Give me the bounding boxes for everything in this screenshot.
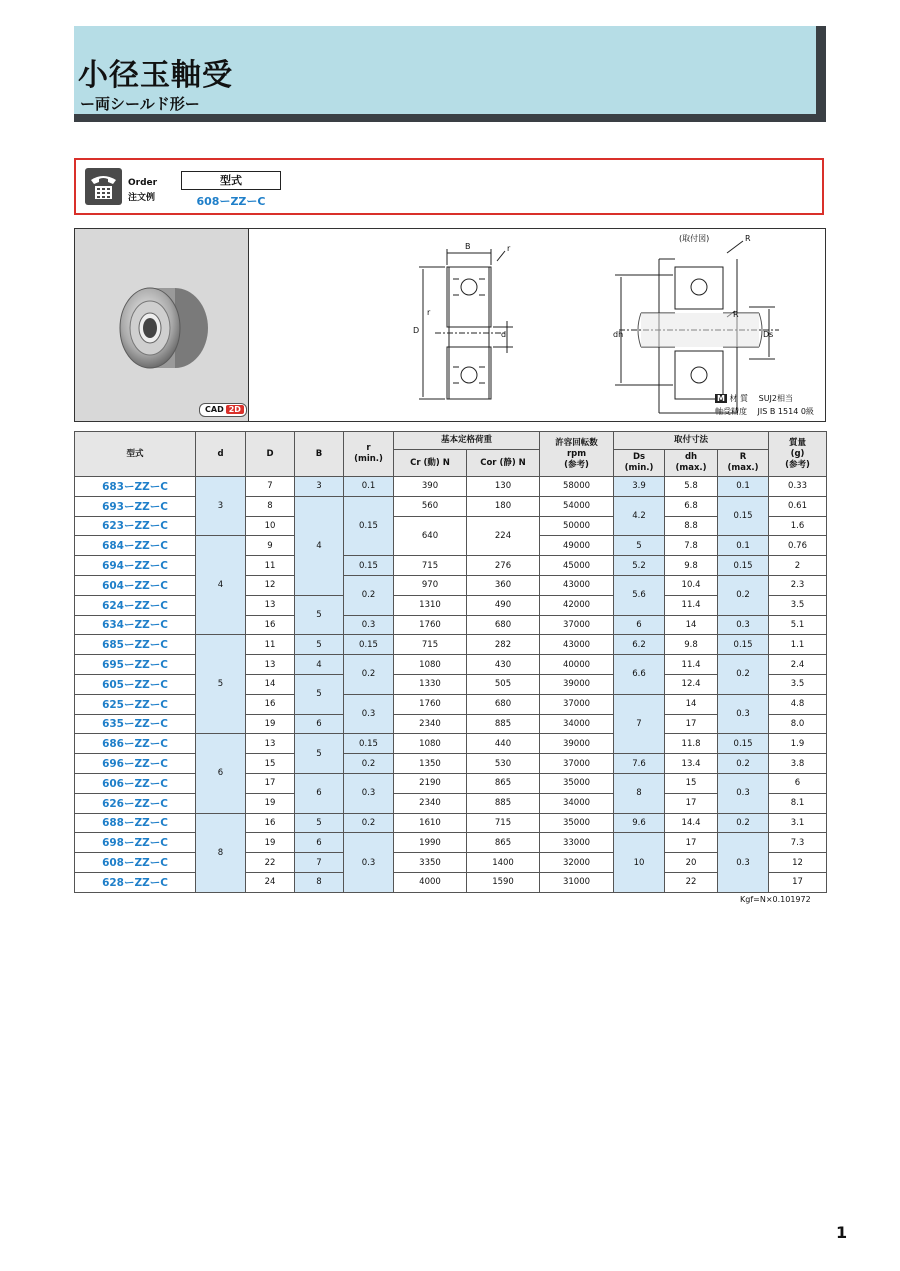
dim-Ds-label: Ds xyxy=(763,330,774,339)
cell-rpm: 42000 xyxy=(540,595,614,615)
cell-D: 13 xyxy=(246,655,295,675)
cell-R: 0.15 xyxy=(718,635,769,655)
material-note xyxy=(715,393,793,404)
cell-cr: 3350 xyxy=(394,853,467,873)
cell-cr: 1330 xyxy=(394,674,467,694)
footnote: Kgf=N×0.101972 xyxy=(740,895,811,904)
cell-model[interactable]: 626ーZZーC xyxy=(75,793,196,813)
cell-R: 0.15 xyxy=(718,734,769,754)
cell-model[interactable]: 696ーZZーC xyxy=(75,754,196,774)
cell-R: 0.1 xyxy=(718,477,769,497)
cell-cr: 1610 xyxy=(394,813,467,833)
cell-r: 0.15 xyxy=(344,734,394,754)
cell-D: 16 xyxy=(246,694,295,714)
col-B: B xyxy=(295,432,344,477)
cell-cr: 2340 xyxy=(394,714,467,734)
dim-r2-label: r xyxy=(427,308,431,317)
cell-rpm: 54000 xyxy=(540,496,614,516)
table-row xyxy=(75,575,827,595)
cell-D: 13 xyxy=(246,595,295,615)
cell-ds: 3.9 xyxy=(614,477,665,497)
col-speed-unit: rpm xyxy=(566,448,587,459)
col-Rmax-label: R xyxy=(739,452,747,462)
cell-B: 6 xyxy=(295,773,344,813)
cell-B: 4 xyxy=(295,496,344,595)
banner-shadow-bottom xyxy=(74,114,826,122)
cell-mass: 2.3 xyxy=(769,575,827,595)
cell-B: 5 xyxy=(295,813,344,833)
col-r xyxy=(344,432,394,477)
cell-mass: 1.6 xyxy=(769,516,827,536)
cell-cor: 865 xyxy=(467,773,540,793)
table-row xyxy=(75,496,827,516)
cell-B: 7 xyxy=(295,853,344,873)
cell-cor: 885 xyxy=(467,793,540,813)
table-row xyxy=(75,793,827,813)
cell-cor: 1590 xyxy=(467,872,540,892)
cell-B: 5 xyxy=(295,635,344,655)
cell-rpm: 39000 xyxy=(540,674,614,694)
table-row xyxy=(75,853,827,873)
cell-mass: 0.33 xyxy=(769,477,827,497)
cell-rpm: 58000 xyxy=(540,477,614,497)
cell-B: 4 xyxy=(295,655,344,675)
cell-B: 5 xyxy=(295,674,344,714)
cell-model[interactable]: 623ーZZーC xyxy=(75,516,196,536)
cell-dh: 14.4 xyxy=(665,813,718,833)
cell-ds: 5 xyxy=(614,536,665,556)
cell-r: 0.2 xyxy=(344,575,394,615)
cell-ds: 6 xyxy=(614,615,665,635)
cell-mass: 3.5 xyxy=(769,595,827,615)
cell-cor: 180 xyxy=(467,496,540,516)
table-row xyxy=(75,477,827,497)
dim-R2-label: R xyxy=(733,310,739,319)
cell-cr: 1760 xyxy=(394,615,467,635)
cell-r: 0.3 xyxy=(344,833,394,892)
dim-r-label: r xyxy=(507,244,511,253)
cell-cr: 715 xyxy=(394,556,467,576)
cell-D: 13 xyxy=(246,734,295,754)
cell-rpm: 49000 xyxy=(540,536,614,556)
material-icon: M xyxy=(717,394,725,403)
cell-ds: 4.2 xyxy=(614,496,665,536)
cell-D: 11 xyxy=(246,556,295,576)
table-row xyxy=(75,615,827,635)
cell-ds: 8 xyxy=(614,773,665,813)
cell-model[interactable]: 683ーZZーC xyxy=(75,477,196,497)
col-cr: Cr (動) N xyxy=(394,450,467,477)
cell-model[interactable]: 606ーZZーC xyxy=(75,773,196,793)
cell-R: 0.3 xyxy=(718,773,769,813)
cell-rpm: 33000 xyxy=(540,833,614,853)
dim-D-label: D xyxy=(413,326,420,335)
cell-cr: 970 xyxy=(394,575,467,595)
cell-model[interactable]: 695ーZZーC xyxy=(75,655,196,675)
cell-dh: 9.8 xyxy=(665,556,718,576)
cell-cr: 1310 xyxy=(394,595,467,615)
cell-cor: 430 xyxy=(467,655,540,675)
page-title: 小径玉軸受 xyxy=(78,58,233,93)
page-number: 1 xyxy=(836,1223,848,1242)
cell-mass: 6 xyxy=(769,773,827,793)
order-label-en: Order xyxy=(128,178,158,188)
cell-cr: 390 xyxy=(394,477,467,497)
cell-D: 8 xyxy=(246,496,295,516)
cell-mass: 4.8 xyxy=(769,694,827,714)
cell-cor: 865 xyxy=(467,833,540,853)
cell-model[interactable]: 624ーZZーC xyxy=(75,595,196,615)
spec-table-body xyxy=(75,477,827,893)
cell-rpm: 39000 xyxy=(540,734,614,754)
cell-D: 16 xyxy=(246,615,295,635)
cell-model[interactable]: 635ーZZーC xyxy=(75,714,196,734)
cell-cor: 680 xyxy=(467,615,540,635)
cell-D: 11 xyxy=(246,635,295,655)
cell-cor: 505 xyxy=(467,674,540,694)
cell-cr: 1350 xyxy=(394,754,467,774)
cell-rpm: 37000 xyxy=(540,615,614,635)
model-example[interactable]: 608ーZZーC xyxy=(196,195,266,208)
cell-R: 0.1 xyxy=(718,536,769,556)
cell-dh: 14 xyxy=(665,615,718,635)
dim-B-label: B xyxy=(465,242,471,251)
cell-r: 0.15 xyxy=(344,635,394,655)
cell-D: 16 xyxy=(246,813,295,833)
cad-badge[interactable] xyxy=(199,403,247,417)
cell-B: 6 xyxy=(295,833,344,853)
accuracy-note xyxy=(715,406,814,417)
col-ds-label: Ds xyxy=(632,452,646,462)
mount-caption: (取付図) xyxy=(679,234,710,243)
cell-d: 3 xyxy=(196,477,246,536)
cell-cr: 1080 xyxy=(394,734,467,754)
cell-dh: 5.8 xyxy=(665,477,718,497)
table-row xyxy=(75,674,827,694)
col-D: D xyxy=(246,432,295,477)
table-row xyxy=(75,773,827,793)
cell-mass: 0.61 xyxy=(769,496,827,516)
cell-dh: 17 xyxy=(665,714,718,734)
cell-ds: 7.6 xyxy=(614,754,665,774)
cell-mass: 5.1 xyxy=(769,615,827,635)
cell-cor: 130 xyxy=(467,477,540,497)
col-dh-label: dh xyxy=(684,452,698,462)
cell-cor: 715 xyxy=(467,813,540,833)
cell-ds: 5.6 xyxy=(614,575,665,615)
cell-cor: 530 xyxy=(467,754,540,774)
cell-model[interactable]: 605ーZZーC xyxy=(75,674,196,694)
cell-D: 19 xyxy=(246,793,295,813)
cell-D: 10 xyxy=(246,516,295,536)
banner-shadow-side xyxy=(816,26,826,120)
cell-D: 22 xyxy=(246,853,295,873)
cell-r: 0.2 xyxy=(344,754,394,774)
cell-mass: 12 xyxy=(769,853,827,873)
cell-model[interactable]: 698ーZZーC xyxy=(75,833,196,853)
accuracy-value: JIS B 1514 0級 xyxy=(757,407,814,416)
cell-r: 0.3 xyxy=(344,773,394,813)
cell-mass: 3.5 xyxy=(769,674,827,694)
cell-rpm: 32000 xyxy=(540,853,614,873)
order-example-box xyxy=(74,158,824,215)
cell-B: 6 xyxy=(295,714,344,734)
cell-rpm: 37000 xyxy=(540,754,614,774)
cell-R: 0.15 xyxy=(718,496,769,536)
col-load: 基本定格荷重 xyxy=(394,432,540,450)
cell-d: 8 xyxy=(196,813,246,892)
cell-dh: 17 xyxy=(665,833,718,853)
table-row xyxy=(75,872,827,892)
cell-B: 3 xyxy=(295,477,344,497)
col-mount: 取付寸法 xyxy=(614,432,769,450)
col-dh xyxy=(665,450,718,477)
accuracy-label: 軸受精度 xyxy=(715,407,747,416)
cad-label: CAD xyxy=(205,405,224,414)
cell-mass: 7.3 xyxy=(769,833,827,853)
cell-r: 0.15 xyxy=(344,496,394,555)
cell-d: 6 xyxy=(196,734,246,813)
cell-dh: 17 xyxy=(665,793,718,813)
cell-D: 7 xyxy=(246,477,295,497)
cell-rpm: 34000 xyxy=(540,793,614,813)
cell-cor: 360 xyxy=(467,575,540,595)
bearing-photo xyxy=(75,229,249,421)
cell-model[interactable]: 604ーZZーC xyxy=(75,575,196,595)
dim-dh-label: dh xyxy=(613,330,624,339)
cell-model[interactable]: 608ーZZーC xyxy=(75,853,196,873)
table-row xyxy=(75,516,827,536)
dim-d-label: d xyxy=(501,330,507,339)
cell-dh: 11.8 xyxy=(665,734,718,754)
model-header: 型式 xyxy=(181,171,281,190)
cell-mass: 3.8 xyxy=(769,754,827,774)
col-mass-sub: (参考) xyxy=(785,459,810,470)
cell-model[interactable]: 693ーZZーC xyxy=(75,496,196,516)
cell-mass: 1.9 xyxy=(769,734,827,754)
phone-order-icon xyxy=(85,168,122,205)
cell-rpm: 35000 xyxy=(540,813,614,833)
cell-rpm: 35000 xyxy=(540,773,614,793)
page-subtitle: ー両シールド形ー xyxy=(80,95,200,113)
cell-dh: 22 xyxy=(665,872,718,892)
table-row xyxy=(75,556,827,576)
cell-r: 0.1 xyxy=(344,477,394,497)
cell-R: 0.3 xyxy=(718,833,769,892)
order-label-jp: 注文例 xyxy=(128,193,156,203)
cell-rpm: 40000 xyxy=(540,655,614,675)
cell-cr: 1080 xyxy=(394,655,467,675)
cell-dh: 15 xyxy=(665,773,718,793)
cell-model[interactable]: 625ーZZーC xyxy=(75,694,196,714)
cell-cor: 282 xyxy=(467,635,540,655)
cell-mass: 17 xyxy=(769,872,827,892)
cell-mass: 8.1 xyxy=(769,793,827,813)
cell-cr: 1990 xyxy=(394,833,467,853)
material-label: 材 質 xyxy=(729,394,749,403)
table-row xyxy=(75,813,827,833)
cell-r: 0.2 xyxy=(344,655,394,695)
cell-R: 0.2 xyxy=(718,655,769,695)
cell-cr: 640 xyxy=(394,516,467,556)
cell-cr: 715 xyxy=(394,635,467,655)
cell-cr: 1760 xyxy=(394,694,467,714)
cell-dh: 7.8 xyxy=(665,536,718,556)
table-row xyxy=(75,754,827,774)
cell-R: 0.2 xyxy=(718,754,769,774)
cell-model[interactable]: 628ーZZーC xyxy=(75,872,196,892)
cell-cr: 4000 xyxy=(394,872,467,892)
cell-mass: 2.4 xyxy=(769,655,827,675)
cell-rpm: 43000 xyxy=(540,635,614,655)
cell-D: 19 xyxy=(246,714,295,734)
cell-mass: 3.1 xyxy=(769,813,827,833)
cell-D: 19 xyxy=(246,833,295,853)
col-speed-sub: (参考) xyxy=(564,459,589,470)
cell-model[interactable]: 685ーZZーC xyxy=(75,635,196,655)
table-row xyxy=(75,694,827,714)
cell-cor: 885 xyxy=(467,714,540,734)
cell-model[interactable]: 634ーZZーC xyxy=(75,615,196,635)
cell-R: 0.3 xyxy=(718,694,769,734)
figure-box xyxy=(74,228,826,422)
cell-rpm: 50000 xyxy=(540,516,614,536)
cell-dh: 12.4 xyxy=(665,674,718,694)
cell-cor: 224 xyxy=(467,516,540,556)
cell-rpm: 34000 xyxy=(540,714,614,734)
cell-mass: 8.0 xyxy=(769,714,827,734)
cell-ds: 6.6 xyxy=(614,655,665,695)
cell-d: 4 xyxy=(196,536,246,635)
cell-model[interactable]: 686ーZZーC xyxy=(75,734,196,754)
col-ds-sub: (min.) xyxy=(624,463,654,473)
cell-ds: 10 xyxy=(614,833,665,892)
cell-ds: 5.2 xyxy=(614,556,665,576)
cell-B: 5 xyxy=(295,734,344,774)
col-cor: Cor (静) N xyxy=(467,450,540,477)
cell-rpm: 31000 xyxy=(540,872,614,892)
cell-D: 17 xyxy=(246,773,295,793)
cell-rpm: 45000 xyxy=(540,556,614,576)
table-row xyxy=(75,635,827,655)
cell-dh: 11.4 xyxy=(665,655,718,675)
cell-mass: 2 xyxy=(769,556,827,576)
col-ds xyxy=(614,450,665,477)
cell-mass: 0.76 xyxy=(769,536,827,556)
cell-B: 5 xyxy=(295,595,344,635)
cell-dh: 20 xyxy=(665,853,718,873)
cell-dh: 6.8 xyxy=(665,496,718,516)
cell-model[interactable]: 684ーZZーC xyxy=(75,536,196,556)
cell-r: 0.3 xyxy=(344,615,394,635)
cell-dh: 10.4 xyxy=(665,575,718,595)
cell-R: 0.2 xyxy=(718,575,769,615)
cell-cor: 490 xyxy=(467,595,540,615)
col-mass-label: 質量 xyxy=(789,437,807,448)
col-dh-sub: (max.) xyxy=(675,463,707,473)
spec-table xyxy=(74,431,827,893)
cell-ds: 6.2 xyxy=(614,635,665,655)
cell-dh: 13.4 xyxy=(665,754,718,774)
cell-D: 14 xyxy=(246,674,295,694)
table-row xyxy=(75,595,827,615)
cell-dh: 9.8 xyxy=(665,635,718,655)
col-Rmax-sub: (max.) xyxy=(727,463,759,473)
table-row xyxy=(75,734,827,754)
cell-rpm: 37000 xyxy=(540,694,614,714)
cell-cr: 560 xyxy=(394,496,467,516)
col-r-sub: (min.) xyxy=(354,454,383,464)
cell-dh: 11.4 xyxy=(665,595,718,615)
cell-r: 0.15 xyxy=(344,556,394,576)
cell-D: 12 xyxy=(246,575,295,595)
cell-dh: 14 xyxy=(665,694,718,714)
cell-cor: 440 xyxy=(467,734,540,754)
col-d: d xyxy=(196,432,246,477)
cell-B: 8 xyxy=(295,872,344,892)
dim-R-label: R xyxy=(745,234,751,243)
cell-cor: 276 xyxy=(467,556,540,576)
cell-R: 0.15 xyxy=(718,556,769,576)
table-row xyxy=(75,833,827,853)
cell-r: 0.3 xyxy=(344,694,394,734)
cell-model[interactable]: 688ーZZーC xyxy=(75,813,196,833)
col-speed-label: 許容回転数 xyxy=(555,437,598,448)
material-value: SUJ2相当 xyxy=(758,394,793,403)
cell-cor: 680 xyxy=(467,694,540,714)
cell-cr: 2340 xyxy=(394,793,467,813)
table-row xyxy=(75,714,827,734)
cell-ds: 9.6 xyxy=(614,813,665,833)
cell-model[interactable]: 694ーZZーC xyxy=(75,556,196,576)
cell-D: 15 xyxy=(246,754,295,774)
cell-r: 0.2 xyxy=(344,813,394,833)
cell-d: 5 xyxy=(196,635,246,734)
col-speed xyxy=(540,432,614,477)
cell-D: 24 xyxy=(246,872,295,892)
col-model: 型式 xyxy=(75,432,196,477)
cad-2d-badge: 2D xyxy=(226,405,244,414)
cell-R: 0.2 xyxy=(718,813,769,833)
cell-rpm: 43000 xyxy=(540,575,614,595)
col-mass-unit: (g) xyxy=(790,448,805,459)
table-row xyxy=(75,655,827,675)
cell-R: 0.3 xyxy=(718,615,769,635)
col-r-label: r xyxy=(366,443,371,453)
cell-cr: 2190 xyxy=(394,773,467,793)
cell-ds: 7 xyxy=(614,694,665,753)
cell-mass: 1.1 xyxy=(769,635,827,655)
cell-cor: 1400 xyxy=(467,853,540,873)
col-mass xyxy=(769,432,827,477)
cell-dh: 8.8 xyxy=(665,516,718,536)
cell-D: 9 xyxy=(246,536,295,556)
col-Rmax xyxy=(718,450,769,477)
